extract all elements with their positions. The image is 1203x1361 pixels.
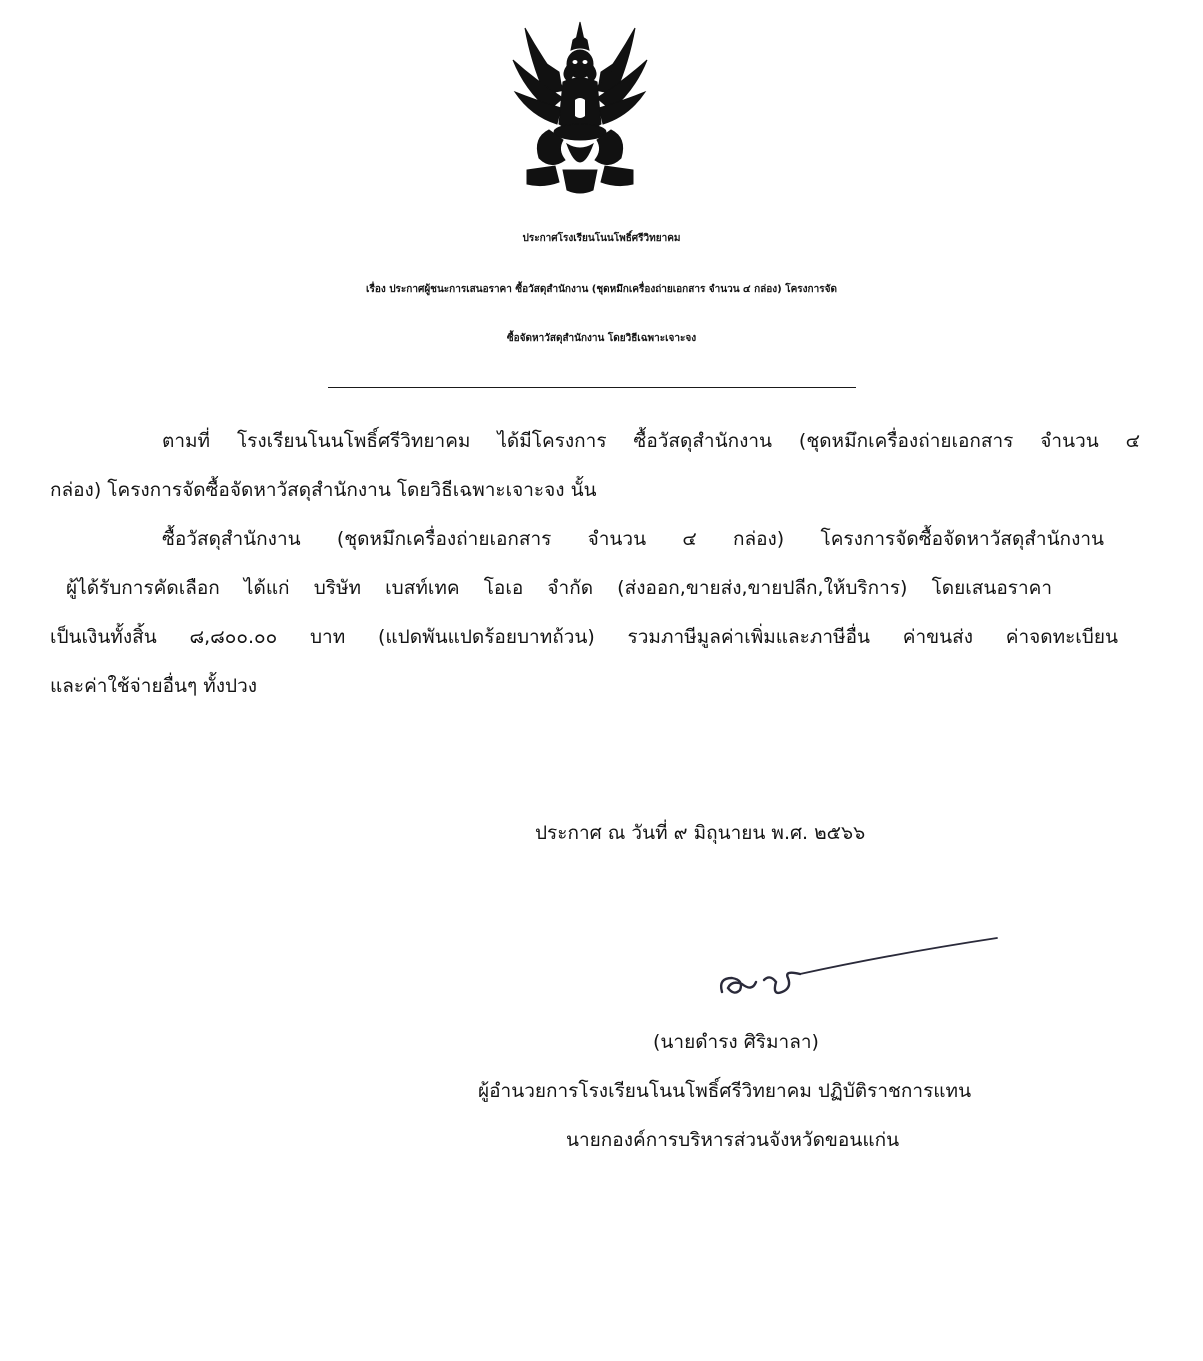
subject-line-2: ซื้อจัดหาวัสดุสำนักงาน โดยวิธีเฉพาะเจาะจง <box>506 333 697 344</box>
garuda-emblem-icon <box>505 20 655 200</box>
title-divider <box>328 387 856 388</box>
signature-icon <box>712 930 1002 1010</box>
paragraph-2-line-1: ซื้อวัสดุสำนักงาน (ชุดหมึกเครื่องถ่ายเอกสาร จำนวน ๔ กล่อง) โครงการจัดซื้อจัดหาวัสดุสำนักงาน <box>162 528 1104 550</box>
announcement-title: ประกาศโรงเรียนโนนโพธิ์ศรีวิทยาคม <box>522 233 681 244</box>
paragraph-2-line-3: เป็นเงินทั้งสิ้น ๘,๘๐๐.๐๐ บาท (แปดพันแปดร้อยบาทถ้วน) รวมภาษีมูลค่าเพิ่มและภาษีอื่น ค่าขนส่ง ค่าจดทะเบียน <box>50 626 1118 648</box>
signer-name: (นายดำรง ศิริมาลา) <box>653 1031 819 1053</box>
announcement-date: ประกาศ ณ วันที่ ๙ มิถุนายน พ.ศ. ๒๕๖๖ <box>535 822 866 844</box>
paragraph-2-line-2: ผู้ได้รับการคัดเลือก ได้แก่ บริษัท เบสท์เทค โอเอ จำกัด (ส่งออก,ขายส่ง,ขายปลีก,ให้บริการ) โดยเสนอราคา <box>66 577 1052 599</box>
paragraph-1-line-2: กล่อง) โครงการจัดซื้อจัดหาวัสดุสำนักงาน โดยวิธีเฉพาะเจาะจง นั้น <box>50 479 597 501</box>
paragraph-2-line-4: และค่าใช้จ่ายอื่นๆ ทั้งปวง <box>50 675 258 697</box>
signer-authority: นายกองค์การบริหารส่วนจังหวัดขอนแก่น <box>566 1129 900 1151</box>
subject-line-1: เรื่อง ประกาศผู้ชนะการเสนอราคา ซื้อวัสดุสำนักงาน (ชุดหมึกเครื่องถ่ายเอกสาร จำนวน ๔ กล่อง) โครงการจัด <box>366 284 837 295</box>
paragraph-1-line-1: ตามที่ โรงเรียนโนนโพธิ์ศรีวิทยาคม ได้มีโครงการ ซื้อวัสดุสำนักงาน (ชุดหมึกเครื่องถ่ายเอกสาร จำนวน ๔ <box>162 430 1140 452</box>
signer-position: ผู้อำนวยการโรงเรียนโนนโพธิ์ศรีวิทยาคม ปฏิบัติราชการแทน <box>478 1080 972 1102</box>
